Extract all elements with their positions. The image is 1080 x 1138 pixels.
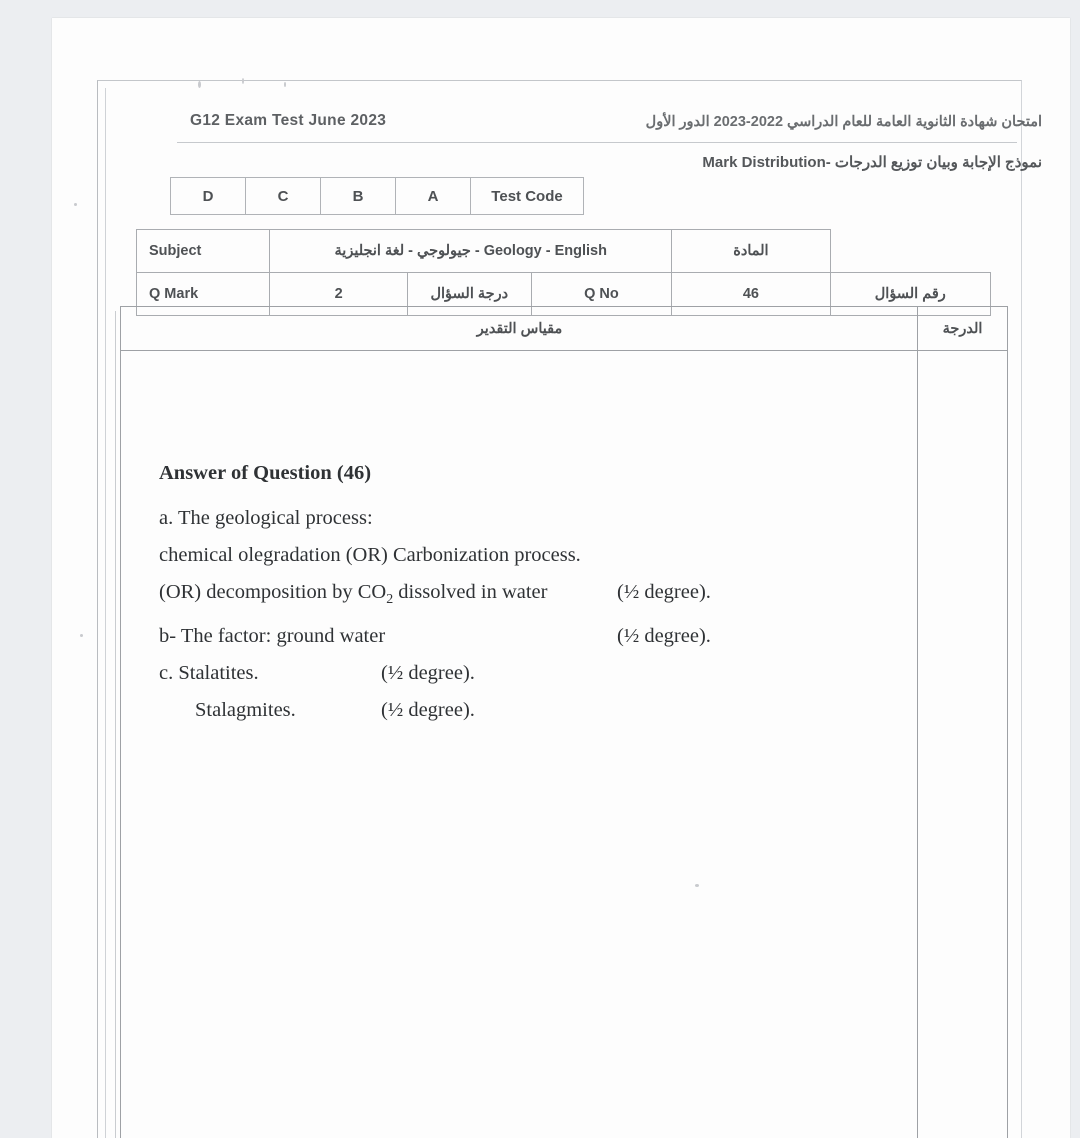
degree-annotation: (½ degree).	[381, 662, 475, 685]
answer-line-text: b- The factor: ground water	[159, 625, 386, 648]
table-row-subject	[137, 230, 991, 273]
scanned-answer-sheet	[52, 18, 1070, 1138]
subject-value: جيولوجي - لغة انجليزية - Geology - English	[270, 230, 672, 273]
q-mark-label-en: Q Mark	[137, 273, 270, 316]
exam-info-table	[136, 229, 991, 316]
answer-heading: Answer of Question (46)	[159, 462, 372, 484]
scan-artifact-speck	[242, 78, 244, 84]
answer-line-text: (OR) decomposition by $CO_2$ dissolved in water	[159, 581, 548, 608]
test-code-table	[170, 177, 584, 215]
test-code-c: C	[246, 178, 321, 215]
answer-line-text: c. Stalatites.	[159, 662, 259, 685]
answer-line-text: chemical olegradation (OR) Carbonization process.	[159, 544, 581, 566]
scan-artifact-speck	[80, 634, 83, 637]
header-divider-rule	[177, 142, 1017, 143]
answer-line-text: a. The geological process:	[159, 507, 373, 529]
answer-line-text: Stalagmites.	[195, 699, 296, 722]
rubric-scale-header: مقياس التقدير	[476, 321, 563, 337]
degree-annotation: (½ degree).	[617, 581, 711, 603]
grade-column-header: الدرجة	[942, 321, 983, 337]
subject-label-en: Subject	[137, 230, 270, 273]
degree-annotation: (½ degree).	[381, 699, 475, 722]
answer-line	[159, 655, 917, 692]
grade-column-value	[918, 351, 1007, 1138]
exam-title-arabic: امتحان شهادة الثانوية العامة للعام الدراسي 2022-2023 الدور الأول	[645, 114, 1042, 130]
scan-artifact-speck	[198, 81, 201, 88]
exam-title-english: G12 Exam Test June 2023	[190, 112, 387, 129]
answer-line	[159, 692, 917, 729]
scan-artifact-speck	[74, 203, 77, 206]
answer-content-area	[121, 351, 917, 1138]
answer-line	[159, 618, 917, 655]
test-code-a: A	[396, 178, 471, 215]
q-mark-label-ar: درجة السؤال	[408, 273, 531, 316]
answer-rubric-table	[120, 306, 1008, 1138]
test-code-b: B	[321, 178, 396, 215]
subject-label-ar: المادة	[672, 230, 830, 273]
table-row	[171, 178, 584, 215]
q-no-label-en: Q No	[531, 273, 672, 316]
test-code-label: Test Code	[471, 178, 584, 215]
answer-line	[159, 574, 917, 618]
answer-line	[159, 537, 917, 574]
scan-artifact-speck	[284, 82, 286, 87]
answer-table-header-row	[121, 307, 1007, 351]
q-mark-value: 2	[270, 273, 408, 316]
q-no-value: 46	[672, 273, 830, 316]
q-no-label-ar: رقم السؤال	[830, 273, 990, 316]
mark-distribution-title: نموذج الإجابة وبيان توزيع الدرجات -Mark Distribution	[702, 154, 1042, 171]
test-code-d: D	[171, 178, 246, 215]
degree-annotation: (½ degree).	[617, 625, 711, 648]
answer-line	[159, 500, 917, 537]
